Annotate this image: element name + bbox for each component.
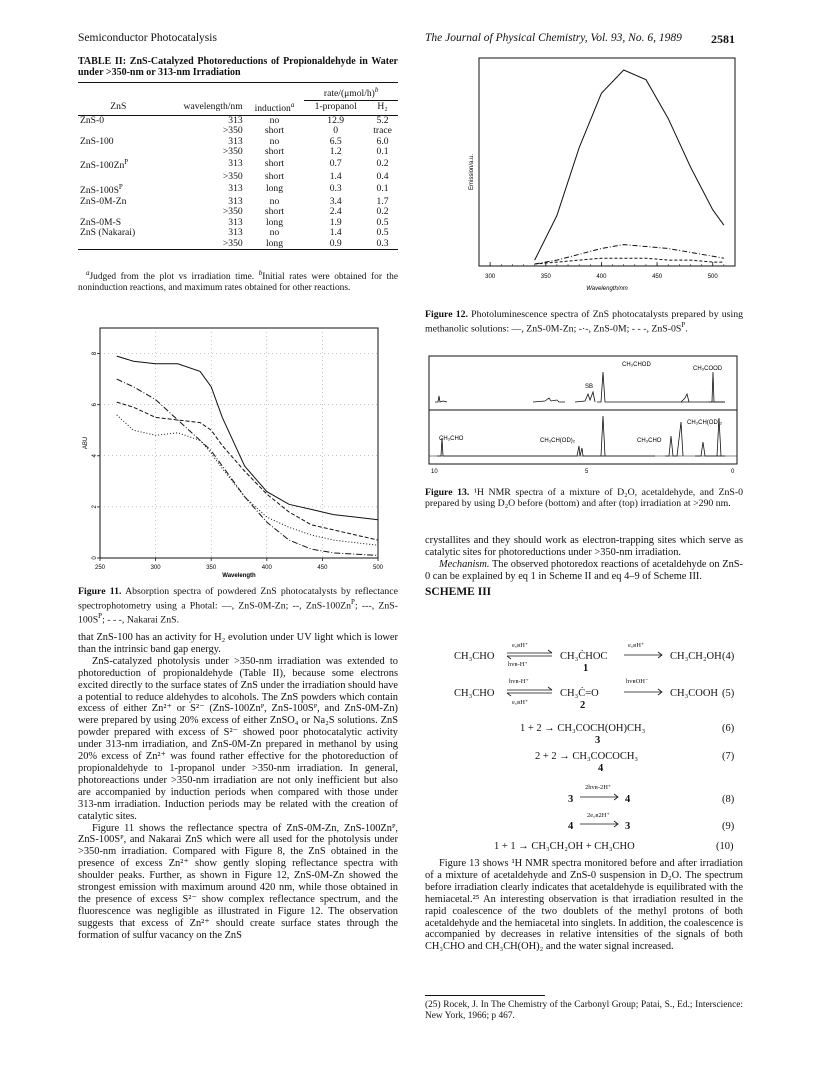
- right-body-text-2: [425, 858, 743, 953]
- paragraph: that ZnS-100 has an activity for H₂ evolution under UV light which is lower than the intrinsic band gap energy.: [78, 632, 398, 655]
- fig11-xtick: 500: [372, 565, 384, 571]
- table-ii: rate/$(\mu mol/h)^b$ ZnS wavelength/nm induction$^a$ 1-propanol H₂ ZnS-0 313 no 12.9 5.2 >350 short 0 trace ZnS-100 313 no 6.5 6.0 >350 short 1.2 0.1 ZnS-$100Zn^P$ 313 short 0.7 0.2 >350 short 1.4 0.4 ZnS-$100S^P$ 313 long 0.3 0.1 ZnS-0M-Zn 313 no 3.4 1.7 >350 short 2.4 0.2 ZnS-0M-S 313 long 1.9 0.5 ZnS (Nakarai) 313 no 1.4 0.5 >350 long 0.9 0.3: [78, 82, 398, 250]
- table-cell-wl: 313: [228, 227, 243, 239]
- eq4-product: CH₃CH₂OH: [670, 651, 722, 662]
- fig12-xtick: 450: [652, 274, 663, 280]
- nmr-peak: [665, 422, 683, 456]
- figure-13-caption: Figure 13. ¹H NMR spectra of a mixture of D₂O, acetaldehyde, and ZnS-0 prepared by using D₂O before (bottom) and after (top) irradiation at >290 nm.: [425, 487, 743, 509]
- table-cell-wl: 313: [228, 195, 243, 207]
- eq7: 2 + 2 → CH₃COCOCH₃: [535, 751, 639, 762]
- fig12-ylabel: Emission/a.u.: [469, 153, 475, 191]
- eq10: 1 + 1 → CH₃CH₂OH + CH₃CHO: [494, 841, 635, 852]
- table-cell-h2: trace: [373, 125, 392, 137]
- fig12-xlabel: Wavelength/nm: [586, 286, 628, 292]
- table-cell-wl: 313: [228, 135, 243, 147]
- eq8-product: 4: [625, 794, 631, 805]
- fig11-xtick: 350: [206, 565, 217, 571]
- left-body-text: [78, 632, 398, 942]
- fig12-series-zns-0m: [535, 245, 724, 264]
- fig11-xtick: 400: [261, 565, 272, 571]
- fig13-nmr: [425, 352, 743, 482]
- eq5-top-reagent2: hᴠʙOH⁻: [626, 678, 649, 685]
- footnote-rule: [425, 995, 545, 996]
- eq4-reactant: CH₃CHO: [454, 651, 495, 662]
- table-cell-prop: 1.9: [329, 216, 342, 228]
- table-cell-h2: 0.5: [376, 227, 389, 239]
- figure-12: [425, 54, 743, 311]
- fig11-series-zns-0m-zn: [117, 356, 378, 520]
- table-cell-ind: short: [264, 145, 285, 157]
- nmr-xtick: 0: [731, 469, 735, 475]
- table-cell-wl: >350: [222, 206, 243, 218]
- table-cell-ind: no: [269, 195, 280, 207]
- nmr-peak: [575, 392, 595, 402]
- nmr-label: CH₃CHO: [439, 436, 464, 442]
- figure-11: [78, 320, 398, 587]
- eq8-reagent: 2hᴠʙ-2H⁺: [585, 784, 612, 791]
- eq9-arrow: [578, 817, 622, 831]
- table-cell-ind: long: [265, 183, 283, 195]
- scheme-title: SCHEME III: [425, 585, 492, 598]
- paragraph: Figure 11 shows the reflectance spectra of ZnS-0M-Zn, ZnS-100Znᴾ, ZnS-100Sᴾ, and Nakarai ZnS which were all used for the photolysis under >350-nm irradiation. Compared with Figure 8, the ZnS obtained in the presence of excess Zn²⁺ show gently sloping reflectance spectra with shoulder peaks. Further, as shown in Figure 12, ZnS-0M-Zn showed the strongest emission with maximum around 420 nm, while those obtained in the presence of excess S²⁻ show complex reflectance spectrum, and the fluorescence was negligible as illustrated in Figure 12. The observation suggests that excess of Zn²⁺ should create surface states through the formation of sulfur vacancy on the ZnS: [78, 822, 398, 941]
- fig12-xtick: 500: [707, 274, 718, 280]
- fig11-ytick: 0: [92, 556, 98, 560]
- nmr-peak: [709, 372, 725, 402]
- table-row: [78, 157, 398, 172]
- running-head: Semiconductor Photocatalysis: [78, 32, 217, 44]
- table-cell-prop: 1.4: [329, 227, 342, 239]
- table-cell-ind: no: [269, 227, 280, 239]
- paragraph: Figure 13 shows ¹H NMR spectra monitored before and after irradiation of a mixture of acetaldehyde and ZnS-0 suspension in D₂O. The spectrum before irradiation clearly indicates that acetaldehyde is equilibrated with the hemiacetal.²⁵ An interesting observation is that irradiation resulted in the rapid coalescence of the two doublets of the methyl protons of both acetaldehyde and the hemiacetal into singlets. In addition, the coalescence is accompanied by decreases in relative intensities of the signals of both CH₃CHO and CH₃CH(OH)₂ and the water signal increased.: [425, 858, 743, 953]
- eq8-arrow: [578, 790, 622, 804]
- fig12-xtick: 350: [540, 274, 551, 280]
- page-number: 2581: [711, 32, 735, 46]
- fig11-ytick: 8: [92, 351, 98, 356]
- table-cell-wl: >350: [222, 145, 243, 157]
- paragraph: crystallites and they should work as electron-trapping sites which serve as catalytic sites for photoreductions under >350-nm irradiation.: [425, 535, 743, 558]
- fig11-xtick: 450: [317, 565, 328, 571]
- fig11-series-zns-100s: [117, 415, 378, 545]
- eq5-intermediate: CH₃Ċ=O: [560, 688, 599, 699]
- paragraph: ZnS-catalyzed photolysis under >350-nm irradiation was extended to photoreduction of propionaldehyde (Table II), because some electrons excited directly to the surface states of ZnS under the irradiation should have a potential to reduce aldehydes to alcohols. The ZnS powders which contain excess of either Zn²⁺ or S²⁻ (ZnS-100Znᴾ, ZnS-100Sᴾ, and ZnS-0M-Zn) were prepared by using 20% excess of either ZnSO₄ or Na₂S solutions. ZnS powder prepared with excess of S²⁻ showed poor photocatalytic activity under 313-nm irradiation, and ZnS-0M-Zn prepared in methanol by using 20% excess of Zn²⁺ was found rather effective for the photoreduction of propionaldehyde to 1-propanol under >350-nm irradiation. In general, photoreactions under >350-nm irradiation are not only inefficient but also are accompanied by induction periods when compared with those under 313-nm irradiation. Induction periods may be related with the creation of catalytic sites.: [78, 655, 398, 822]
- nmr-peak: [435, 396, 447, 402]
- figure-11-caption: Figure 11. Absorption spectra of powdered ZnS photocatalysts by reflectance spectrophotometry using a Photal: —, ZnS-0M-Zn; --, ZnS-$100Zn^P$; ---, ZnS-$100S^P$; - - -, Nakarai ZnS.: [78, 586, 398, 626]
- table-cell-h2: 0.2: [376, 158, 389, 170]
- table-cell-ind: short: [264, 206, 285, 218]
- table-cell-h2: 0.4: [376, 170, 389, 182]
- eq4-top-reagent2: e꜀ʙH⁺: [628, 642, 645, 649]
- nmr-peak: [601, 416, 605, 456]
- fig11-series-zns-100zn: [117, 402, 378, 540]
- fig11-xlabel: Wavelength: [222, 573, 256, 579]
- journal-citation: The Journal of Physical Chemistry, Vol. 93, No. 6, 1989: [425, 32, 682, 44]
- nmr-label: CH₃CH(OD)₂: [540, 438, 576, 444]
- table-cell-zns: ZnS-$100S^P$: [80, 183, 123, 197]
- nmr-peak: [597, 372, 725, 402]
- nmr-label: CH₃COOD: [693, 366, 723, 372]
- table-row: [78, 147, 398, 157]
- nmr-xtick: 5: [585, 469, 589, 475]
- table-cell-zns: ZnS-$100Zn^P$: [80, 158, 129, 172]
- eq5-bottom-reagent: e꜀ʙH⁺: [512, 699, 529, 706]
- table-ii-footnotes: $^a$Judged from the plot vs irradiation time. $^b$Initial rates were obtained for the noninduction reactions, and maximum rates obtained for other reactions.: [78, 269, 399, 293]
- table-cell-zns: [78, 172, 159, 182]
- table-cell-h2: 0.2: [376, 206, 389, 218]
- eq5-top-reagent: hᴠʙ-H⁺: [509, 678, 529, 685]
- table-cell-wl: >350: [222, 125, 243, 137]
- table-cell-h2: 0.1: [376, 145, 389, 157]
- table-cell-ind: short: [264, 158, 285, 170]
- fig12-series-zns-0s: [535, 258, 724, 264]
- table-cell-wl: 313: [228, 158, 243, 170]
- fig11-xtick: 250: [94, 565, 106, 571]
- eq8-reactant: 3: [568, 794, 574, 805]
- fig12-series-zns-0m-zn: [535, 70, 724, 260]
- table-cell-h2: 1.7: [376, 195, 389, 207]
- table-cell-ind: no: [269, 114, 280, 126]
- table-cell-ind: long: [265, 237, 283, 249]
- compound-label: 2: [580, 700, 586, 711]
- nmr-label: CH₃CH(OD)₂: [687, 420, 723, 426]
- compound-label: 1: [583, 663, 589, 674]
- fig11-ytick: 6: [92, 402, 98, 407]
- table-cell-zns: ZnS-100: [80, 135, 114, 147]
- nmr-label: CH₃CHOD: [622, 362, 651, 368]
- fig11-plot: [78, 320, 398, 582]
- table-cell-wl: >350: [222, 237, 243, 249]
- table-cell-prop: 0.7: [329, 158, 342, 170]
- figure-13: [425, 352, 743, 487]
- nmr-label: SB: [585, 384, 594, 390]
- table-cell-h2: 0.3: [376, 237, 389, 249]
- figure-12-caption: Figure 12. Photoluminescence spectra of ZnS photocatalysts prepared by using methanolic solutions: —, ZnS-0M-Zn; -·-, ZnS-0M; - - -, ZnS-$0S^P$.: [425, 309, 743, 335]
- table-cell-zns: ZnS-0: [80, 114, 104, 126]
- nmr-peak: [533, 398, 565, 402]
- table-cell-prop: 2.4: [329, 206, 342, 218]
- table-cell-ind: no: [269, 135, 280, 147]
- equation-number: (5): [722, 688, 735, 699]
- eq4-top-reagent: e꜀ʙH⁺: [512, 642, 529, 649]
- table-cell-ind: long: [265, 216, 283, 228]
- eq6: 1 + 2 → CH₃COCH(OH)CH₃: [520, 723, 646, 734]
- nmr-xtick: 10: [431, 469, 438, 475]
- table-cell-prop: 0.9: [329, 237, 342, 249]
- table-row: [78, 239, 398, 250]
- fig12-plot: [425, 54, 743, 306]
- nmr-label: CH₃CHO: [637, 438, 662, 444]
- right-body-text: [425, 535, 743, 599]
- table-cell-prop: 6.5: [329, 135, 342, 147]
- table-cell-h2: 5.2: [376, 114, 389, 126]
- table-cell-wl: 313: [228, 114, 243, 126]
- table-cell-prop: 3.4: [329, 195, 342, 207]
- table-cell-h2: 6.0: [376, 135, 389, 147]
- fig11-series-nakarai-zns: [117, 379, 378, 555]
- table-cell-zns: [78, 239, 159, 250]
- eq9-reagent: 2e꜀ʙ2H⁺: [587, 812, 610, 819]
- equation-number: (4): [722, 651, 735, 662]
- table-cell-prop: 1.2: [329, 145, 342, 157]
- reference-25: (25) Rocek, J. In The Chemistry of the Carbonyl Group; Patai, S., Ed.; Interscience: New York, 1966; p 467.: [425, 1000, 743, 1021]
- compound-label: 3: [595, 735, 601, 746]
- eq9-reactant: 4: [568, 821, 574, 832]
- table-cell-prop: 0: [333, 125, 339, 137]
- table-cell-wl: 313: [228, 183, 243, 195]
- table-row: [78, 182, 398, 197]
- table-cell-zns: ZnS-0M-S: [80, 216, 122, 228]
- paragraph: Mechanism. The observed photoredox reactions of acetaldehyde on ZnS-0 can be explained by eq 1 in Scheme II and eq 4–9 of Scheme III.: [425, 558, 743, 582]
- table-row: [78, 172, 398, 182]
- table-ii-caption: TABLE II: ZnS-Catalyzed Photoreductions of Propionaldehyde in Water under >350-nm or 313-nm Irradiation: [78, 56, 398, 78]
- table-cell-zns: ZnS (Nakarai): [80, 227, 136, 239]
- table-cell-zns: ZnS-0M-Zn: [80, 195, 127, 207]
- equation-number: (7): [722, 751, 735, 762]
- equation-number: (6): [722, 723, 735, 734]
- table-cell-prop: 12.9: [327, 114, 345, 126]
- fig12-xtick: 400: [596, 274, 607, 280]
- table-cell-zns: [78, 147, 159, 157]
- equation-number: (10): [716, 841, 734, 852]
- table-cell-wl: >350: [222, 170, 243, 182]
- fig11-ytick: 2: [92, 505, 98, 509]
- eq5-reactant: CH₃CHO: [454, 688, 495, 699]
- eq5-product: CH₃COOH: [670, 688, 718, 699]
- table-cell-ind: short: [264, 125, 285, 137]
- eq4-bottom-reagent: hᴠʙ-H⁺: [508, 661, 528, 668]
- table-cell-ind: short: [264, 170, 285, 182]
- nmr-peak: [681, 394, 689, 402]
- equation-number: (8): [722, 794, 735, 805]
- fig11-ylabel: ABU: [83, 436, 89, 450]
- table-cell-h2: 0.1: [376, 183, 389, 195]
- table-cell-prop: 1.4: [329, 170, 342, 182]
- table-cell-h2: 0.5: [376, 216, 389, 228]
- fig11-xtick: 300: [150, 565, 161, 571]
- eq4-intermediate: CH₃ĊHOC: [560, 651, 608, 662]
- table-cell-prop: 0.3: [329, 183, 342, 195]
- table-cell-wl: 313: [228, 216, 243, 228]
- fig12-xtick: 300: [485, 274, 496, 280]
- eq9-product: 3: [625, 821, 631, 832]
- equation-number: (9): [722, 821, 735, 832]
- fig11-ytick: 4: [92, 454, 98, 458]
- compound-label: 4: [598, 763, 604, 774]
